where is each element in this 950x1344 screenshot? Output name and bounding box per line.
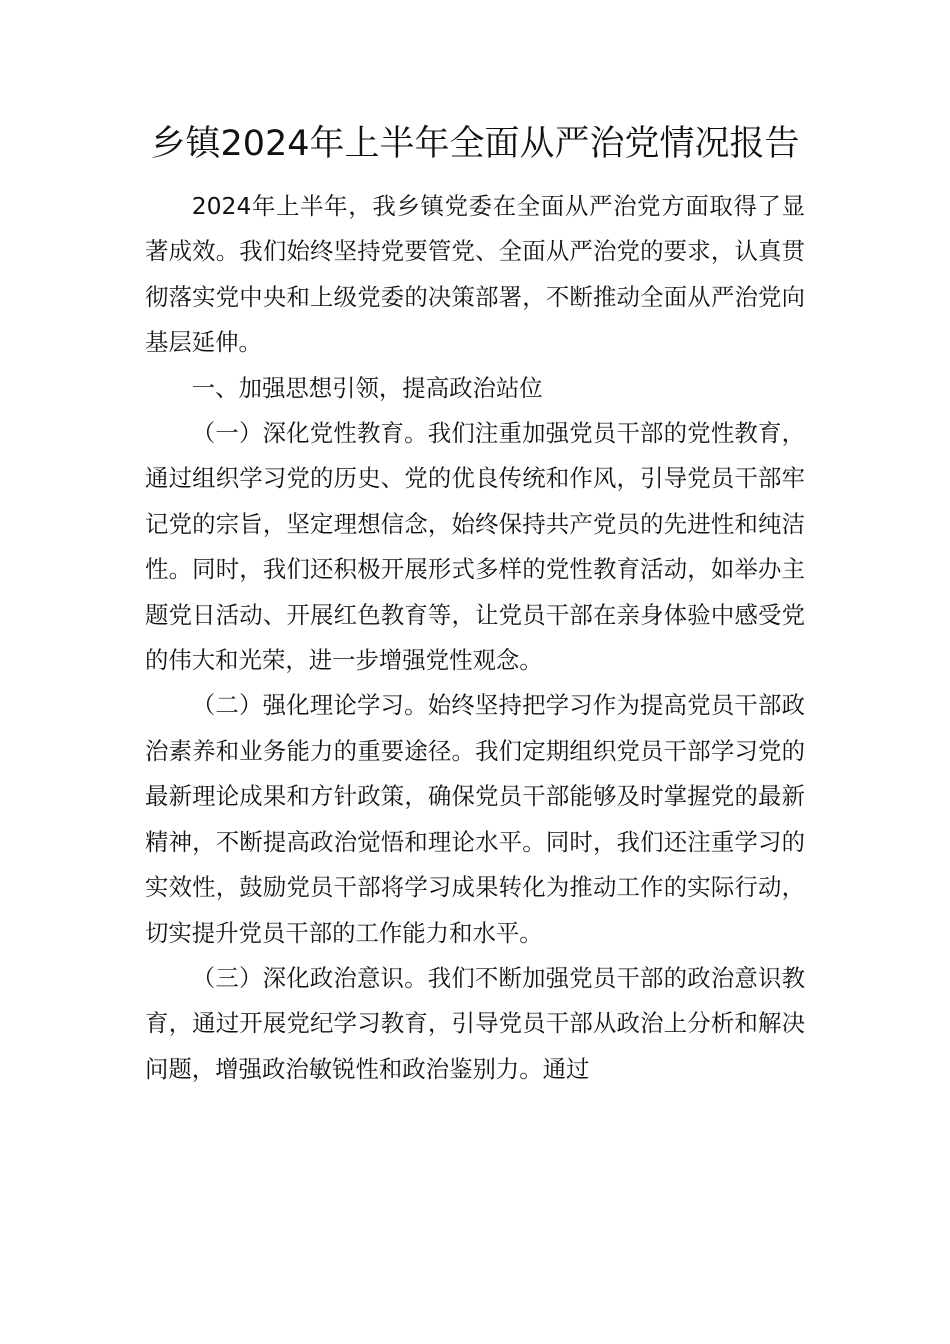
section-heading: 一、加强思想引领，提高政治站位 [191, 373, 543, 402]
body-paragraph: （一）深化党性教育。我们注重加强党员干部的党性教育，通过组织学习党的历史、党的优良传统和作风，引导党员干部牢记党的宗旨，坚定理想信念，始终保持共产党员的先进性和纯洁性。同时，我们还积极开展形式多样的党性教育活动，如举办主题党日活动、开展红色教育等，让党员干部在亲身体验中感受党的伟大和光荣，进一步增强党性观念。 [145, 419, 805, 675]
body-paragraph: （三）深化政治意识。我们不断加强党员干部的政治意识教育，通过开展党纪学习教育，引导党员干部从政治上分析和解决问题，增强政治敏锐性和政治鉴别力。通过 [145, 963, 805, 1083]
intro-paragraph: 2024年上半年，我乡镇党委在全面从严治党方面取得了显著成效。我们始终坚持党要管党、全面从严治党的要求，认真贯彻落实党中央和上级党委的决策部署，不断推动全面从严治党向基层延伸。 [145, 192, 805, 357]
body-paragraph: （二）强化理论学习。始终坚持把学习作为提高党员干部政治素养和业务能力的重要途径。我们定期组织党员干部学习党的最新理论成果和方针政策，确保党员干部能够及时掌握党的最新精神，不断提高政治觉悟和理论水平。同时，我们还注重学习的实效性，鼓励党员干部将学习成果转化为推动工作的实际行动，切实提升党员干部的工作能力和水平。 [145, 691, 805, 947]
document-page [145, 118, 805, 1092]
document-title: 乡镇2024年上半年全面从严治党情况报告 [150, 124, 800, 164]
